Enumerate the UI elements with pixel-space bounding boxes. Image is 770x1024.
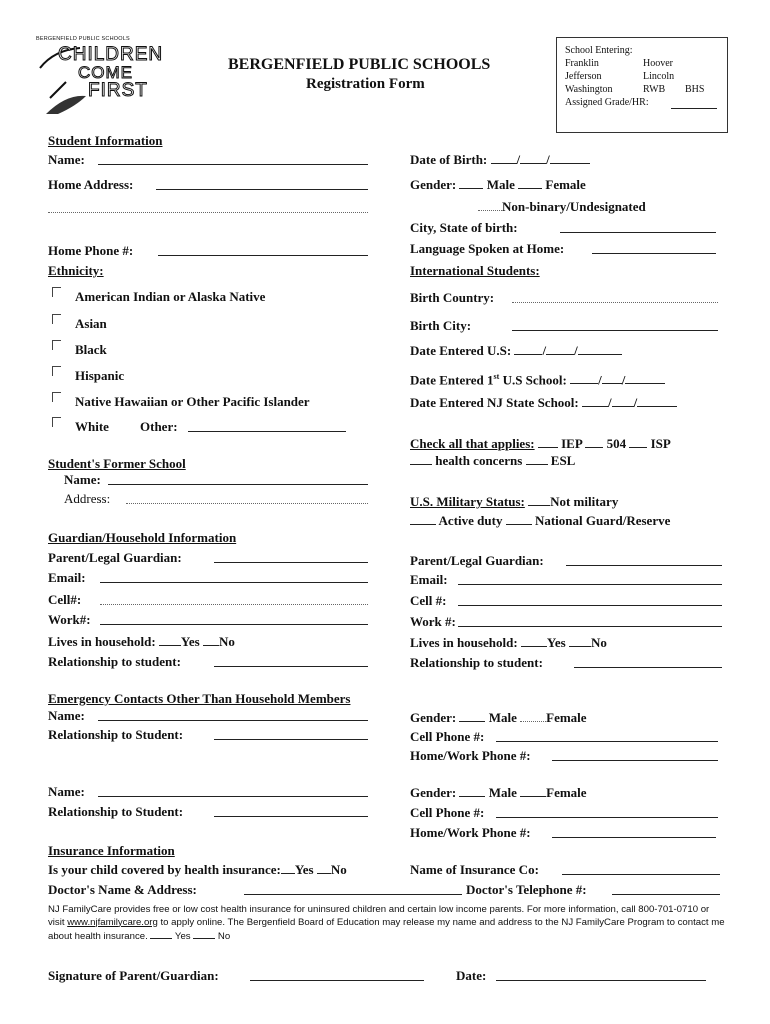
school-option[interactable]: RWB	[643, 84, 666, 95]
504-blank[interactable]	[585, 436, 603, 448]
checkbox[interactable]	[52, 417, 61, 427]
emergency-heading: Emergency Contacts Other Than Household Members	[48, 691, 351, 706]
parent-field[interactable]	[214, 562, 368, 563]
emergency2-cell-label: Cell Phone #:	[410, 805, 485, 820]
birth-country-field[interactable]	[512, 302, 718, 303]
emergency2-female-blank[interactable]	[520, 785, 546, 797]
home-phone-label: Home Phone #:	[48, 243, 134, 258]
date-entered-first: Date Entered 1st U.S School: / /	[410, 369, 665, 387]
checkbox[interactable]	[52, 340, 61, 350]
date-label: Date:	[456, 968, 487, 983]
cell2-field[interactable]	[458, 605, 722, 606]
date-us-year-field[interactable]	[578, 343, 622, 355]
school-option[interactable]: Hoover	[643, 58, 673, 69]
date-entered-nj: Date Entered NJ State School: / /	[410, 395, 677, 410]
city-state-birth-label: City, State of birth:	[410, 220, 518, 235]
email-label: Email:	[48, 570, 86, 585]
military-row2: Active duty National Guard/Reserve	[410, 513, 670, 528]
emergency-female-blank[interactable]	[520, 710, 546, 722]
emergency-homework-field[interactable]	[552, 760, 718, 761]
check-all-row: Check all that applies: IEP 504 ISP	[410, 436, 671, 451]
school-entering-box	[556, 37, 728, 133]
work2-field[interactable]	[458, 626, 722, 627]
name-label: Name:	[48, 152, 85, 167]
work-label: Work#:	[48, 612, 91, 627]
insurance-covered: Is your child covered by health insurance: Yes No	[48, 862, 347, 877]
home-phone-field[interactable]	[158, 255, 368, 256]
lives-in-household: Lives in household: Yes No	[48, 634, 235, 649]
emergency-cell-field[interactable]	[496, 741, 718, 742]
emergency2-name-label: Name:	[48, 784, 85, 799]
relationship2-field[interactable]	[574, 667, 722, 668]
checkbox[interactable]	[52, 314, 61, 324]
logo-small-text: BERGENFIELD PUBLIC SCHOOLS	[36, 36, 130, 42]
familycare-notice: NJ FamilyCare provides free or low cost health insurance for uninsured children and certain low income parents. For more information, call 800-701-0710 or visit www.njfamilycare.org to apply online. The Bergenfield Board of Education may release my name and address to the NJ FamilyCare Program to contact me about health insurance. Yes No	[48, 904, 725, 942]
doctor-phone-label: Doctor's Telephone #:	[466, 882, 587, 897]
name-field[interactable]	[98, 164, 368, 165]
release-yes-blank[interactable]	[150, 929, 172, 939]
insurance-company-label: Name of Insurance Co:	[410, 862, 539, 877]
gender-nonbinary: Non-binary/Undesignated	[478, 199, 646, 214]
relationship2-label: Relationship to student:	[410, 655, 543, 670]
parent-label: Parent/Legal Guardian:	[48, 550, 182, 565]
signature-label: Signature of Parent/Guardian:	[48, 968, 219, 983]
military-row: U.S. Military Status: Not military	[410, 494, 619, 509]
ethnicity-option[interactable]: Native Hawaiian or Other Pacific Islander	[52, 394, 310, 409]
gender-female-blank[interactable]	[518, 177, 542, 189]
guard-blank[interactable]	[506, 513, 532, 525]
former-school-name-label: Name:	[64, 472, 101, 487]
ethnicity-other-field[interactable]	[188, 431, 346, 432]
dob-label: Date of Birth: / /	[410, 152, 590, 167]
school-option[interactable]: BHS	[685, 84, 705, 95]
check-all-row2: health concerns ESL	[410, 453, 575, 468]
birth-city-field[interactable]	[512, 330, 718, 331]
email2-field[interactable]	[458, 584, 722, 585]
date-first-month-field[interactable]	[570, 372, 598, 384]
home-address-field[interactable]	[156, 189, 368, 190]
iep-blank[interactable]	[538, 436, 558, 448]
cell-label: Cell#:	[48, 592, 82, 607]
school-option[interactable]: Lincoln	[643, 71, 675, 82]
guardian-heading: Guardian/Household Information	[48, 530, 237, 545]
school-logo	[36, 36, 168, 116]
form-subtitle: Registration Form	[306, 76, 425, 92]
active-duty-blank[interactable]	[410, 513, 436, 525]
emergency-homework-label: Home/Work Phone #:	[410, 748, 531, 763]
checkbox[interactable]	[52, 366, 61, 376]
date-nj-day-field[interactable]	[612, 395, 634, 407]
signature-field[interactable]	[250, 980, 424, 981]
no2-blank[interactable]	[569, 635, 591, 647]
school-option[interactable]: Washington	[565, 84, 613, 95]
dob-month-field[interactable]	[491, 152, 517, 164]
parent2-label: Parent/Legal Guardian:	[410, 553, 544, 568]
insurance-yes-blank[interactable]	[281, 862, 295, 874]
date-first-year-field[interactable]	[625, 372, 665, 384]
emergency-relationship-field[interactable]	[214, 739, 368, 740]
logo-line1: CHILDREN	[58, 44, 164, 65]
checkbox[interactable]	[52, 287, 61, 297]
isp-blank[interactable]	[629, 436, 647, 448]
form-title: BERGENFIELD PUBLIC SCHOOLS	[228, 56, 491, 73]
international-heading: International Students:	[410, 263, 540, 278]
school-entering-label: School Entering:	[565, 45, 633, 56]
insurance-no-blank[interactable]	[317, 862, 331, 874]
school-option[interactable]: Jefferson	[565, 71, 602, 82]
emergency2-relationship-label: Relationship to Student:	[48, 804, 184, 819]
date-entered-us: Date Entered U.S: / /	[410, 343, 622, 358]
gender-nonbinary-blank[interactable]	[478, 199, 502, 211]
home-address-line2-field[interactable]	[48, 212, 368, 213]
insurance-company-field[interactable]	[562, 874, 720, 875]
emergency-name-field[interactable]	[98, 720, 368, 721]
familycare-link[interactable]: www.njfamilycare.org	[67, 916, 158, 928]
birth-country-label: Birth Country:	[410, 290, 495, 305]
relationship-field[interactable]	[214, 666, 368, 667]
date-nj-year-field[interactable]	[637, 395, 677, 407]
doctor-phone-field[interactable]	[612, 894, 720, 895]
emergency-name-label: Name:	[48, 708, 85, 723]
ethnicity-heading: Ethnicity:	[48, 263, 104, 278]
emergency2-male-blank[interactable]	[459, 785, 485, 797]
yes2-blank[interactable]	[521, 635, 547, 647]
checkbox[interactable]	[52, 392, 61, 402]
birth-city-label: Birth City:	[410, 318, 472, 333]
city-state-birth-field[interactable]	[560, 232, 716, 233]
email2-label: Email:	[410, 572, 448, 587]
emergency2-homework-field[interactable]	[552, 837, 716, 838]
doctor-label: Doctor's Name & Address:	[48, 882, 197, 897]
former-school-address-label: Address:	[64, 491, 111, 506]
emergency2-cell-field[interactable]	[496, 817, 718, 818]
language-label: Language Spoken at Home:	[410, 241, 565, 256]
release-no-blank[interactable]	[193, 929, 215, 939]
email-field[interactable]	[100, 582, 368, 583]
ethnicity-other-label: Other:	[140, 419, 178, 434]
former-school-address-field[interactable]	[126, 503, 368, 504]
cell-field[interactable]	[100, 604, 368, 605]
dob-day-field[interactable]	[520, 152, 546, 164]
ethnicity-option[interactable]: White	[52, 419, 109, 434]
insurance-heading: Insurance Information	[48, 843, 175, 858]
student-info-heading: Student Information	[48, 133, 163, 148]
assigned-grade-label: Assigned Grade/HR:	[565, 97, 649, 108]
doctor-field[interactable]	[244, 894, 462, 895]
logo-line2: COME	[78, 63, 133, 82]
not-military-blank[interactable]	[528, 494, 550, 506]
parent2-field[interactable]	[566, 565, 722, 566]
date-us-month-field[interactable]	[514, 343, 542, 355]
work-field[interactable]	[100, 624, 368, 625]
health-blank[interactable]	[410, 453, 432, 465]
esl-blank[interactable]	[526, 453, 548, 465]
emergency-cell-label: Cell Phone #:	[410, 729, 485, 744]
date-us-day-field[interactable]	[546, 343, 574, 355]
date-nj-month-field[interactable]	[582, 395, 608, 407]
school-option[interactable]: Franklin	[565, 58, 599, 69]
gender-male-blank[interactable]	[459, 177, 483, 189]
former-school-heading: Student's Former School	[48, 456, 186, 471]
date-first-day-field[interactable]	[602, 372, 622, 384]
yes-blank[interactable]	[159, 634, 181, 646]
language-field[interactable]	[592, 253, 716, 254]
ethnicity-option[interactable]: Black	[52, 342, 107, 357]
lives-in-household-2: Lives in household: Yes No	[410, 635, 607, 650]
emergency-male-blank[interactable]	[459, 710, 485, 722]
emergency2-name-field[interactable]	[98, 796, 368, 797]
assigned-grade-field[interactable]	[671, 108, 717, 109]
emergency-relationship-label: Relationship to Student:	[48, 727, 184, 742]
ethnicity-option[interactable]: Asian	[52, 316, 107, 331]
ethnicity-option[interactable]: Hispanic	[52, 368, 124, 383]
ethnicity-option[interactable]: American Indian or Alaska Native	[52, 289, 265, 304]
relationship-label: Relationship to student:	[48, 654, 181, 669]
former-school-name-field[interactable]	[108, 484, 368, 485]
emergency2-homework-label: Home/Work Phone #:	[410, 825, 531, 840]
date-field[interactable]	[496, 980, 706, 981]
emergency2-gender-row: Gender: Male Female	[410, 785, 587, 800]
logo-line3: FIRST	[88, 80, 148, 101]
gender-row: Gender: Male Female	[410, 177, 586, 192]
home-address-label: Home Address:	[48, 177, 134, 192]
dob-year-field[interactable]	[550, 152, 590, 164]
work2-label: Work #:	[410, 614, 456, 629]
cell2-label: Cell #:	[410, 593, 447, 608]
emergency-gender-row: Gender: Male Female	[410, 710, 587, 725]
no-blank[interactable]	[203, 634, 219, 646]
emergency2-relationship-field[interactable]	[214, 816, 368, 817]
